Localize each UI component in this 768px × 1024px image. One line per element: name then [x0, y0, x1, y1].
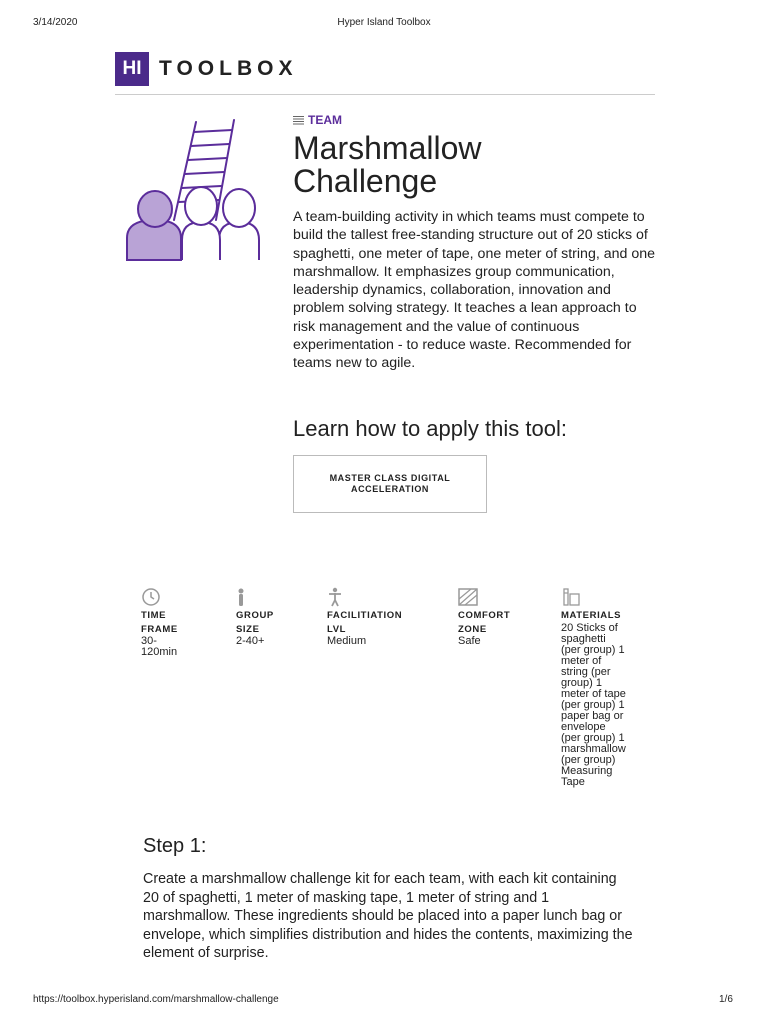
group-label-2: SIZE	[236, 623, 260, 635]
print-title: Hyper Island Toolbox	[337, 17, 431, 28]
master-class-button[interactable]	[293, 455, 487, 513]
list-icon	[293, 115, 304, 125]
header-divider	[115, 94, 655, 95]
meta-materials	[561, 587, 651, 788]
category-team-link[interactable]	[293, 113, 342, 127]
facilitation-label-2: LVL	[327, 623, 347, 635]
toolbox-wordmark: TOOLBOX	[159, 57, 298, 80]
group-label-1: GROUP	[236, 610, 274, 621]
toolbox-logo[interactable]	[115, 52, 297, 86]
step-1-title: Step 1:	[143, 835, 207, 857]
tool-title-line2: Challenge	[293, 163, 438, 199]
facilitation-label-1: FACILITIATION	[327, 610, 403, 621]
time-value: 30- 120min	[141, 635, 178, 658]
comfort-zone-icon	[458, 587, 480, 607]
clock-icon	[141, 587, 161, 607]
meta-group-size	[236, 587, 306, 647]
print-page-number: 1/6	[719, 994, 733, 1005]
hi-logo-mark: HI	[115, 52, 149, 86]
time-label-1: TIME	[141, 610, 167, 621]
materials-icon	[561, 587, 583, 607]
time-label-2: FRAME	[141, 623, 178, 635]
materials-label: MATERIALS	[561, 610, 622, 621]
learn-heading: Learn how to apply this tool:	[293, 416, 567, 441]
materials-value: 20 Sticks of spaghetti (per group) 1 meter of string (per group) 1 meter of tape (per group) 1 paper bag or envelope (per group) 1 marshmallow (per group) Measuring Tape	[561, 621, 626, 788]
print-url: https://toolbox.hyperisland.com/marshmallow-challenge	[33, 994, 279, 1005]
meta-comfort-zone	[458, 587, 538, 647]
comfort-value: Safe	[458, 635, 481, 647]
step-1-body: Create a marshmallow challenge kit for each team, with each kit containing 20 of spaghetti, 1 meter of masking tape, 1 meter of string and 1 marshmallow. These ingredients should be placed into a paper lunch bag or envelope, which simplifies distribution and hides the contents, maximizing the element of surprise.	[143, 871, 633, 961]
print-date: 3/14/2020	[33, 17, 78, 28]
meta-facilitation	[327, 587, 437, 647]
group-value: 2-40+	[236, 635, 265, 647]
master-class-label-line2: ACCELERATION	[350, 484, 430, 494]
comfort-label-1: COMFORT	[458, 610, 511, 621]
meta-time-frame	[141, 587, 211, 658]
tool-title	[293, 132, 653, 198]
master-class-label-line1: MASTER CLASS DIGITAL	[329, 473, 451, 483]
comfort-label-2: ZONE	[458, 623, 487, 635]
tool-title-line1: Marshmallow	[293, 130, 482, 166]
team-ladder-illustration	[122, 118, 262, 268]
person-icon	[236, 587, 256, 607]
facilitator-icon	[327, 587, 347, 607]
facilitation-value: Medium	[327, 635, 367, 647]
tool-description: A team-building activity in which teams must compete to build the tallest free-standing structure out of 20 sticks of spaghetti, one meter of tape, one meter of string, and one marshmallow. It emphasizes group communication, leadership dynamics, collaboration, innovation and problem solving strategy. It teaches a lean approach to risk management and the value of continuous experimentation - to reduce waste. Recommended for teams new to agile.	[293, 209, 656, 372]
category-label: TEAM	[308, 113, 342, 127]
